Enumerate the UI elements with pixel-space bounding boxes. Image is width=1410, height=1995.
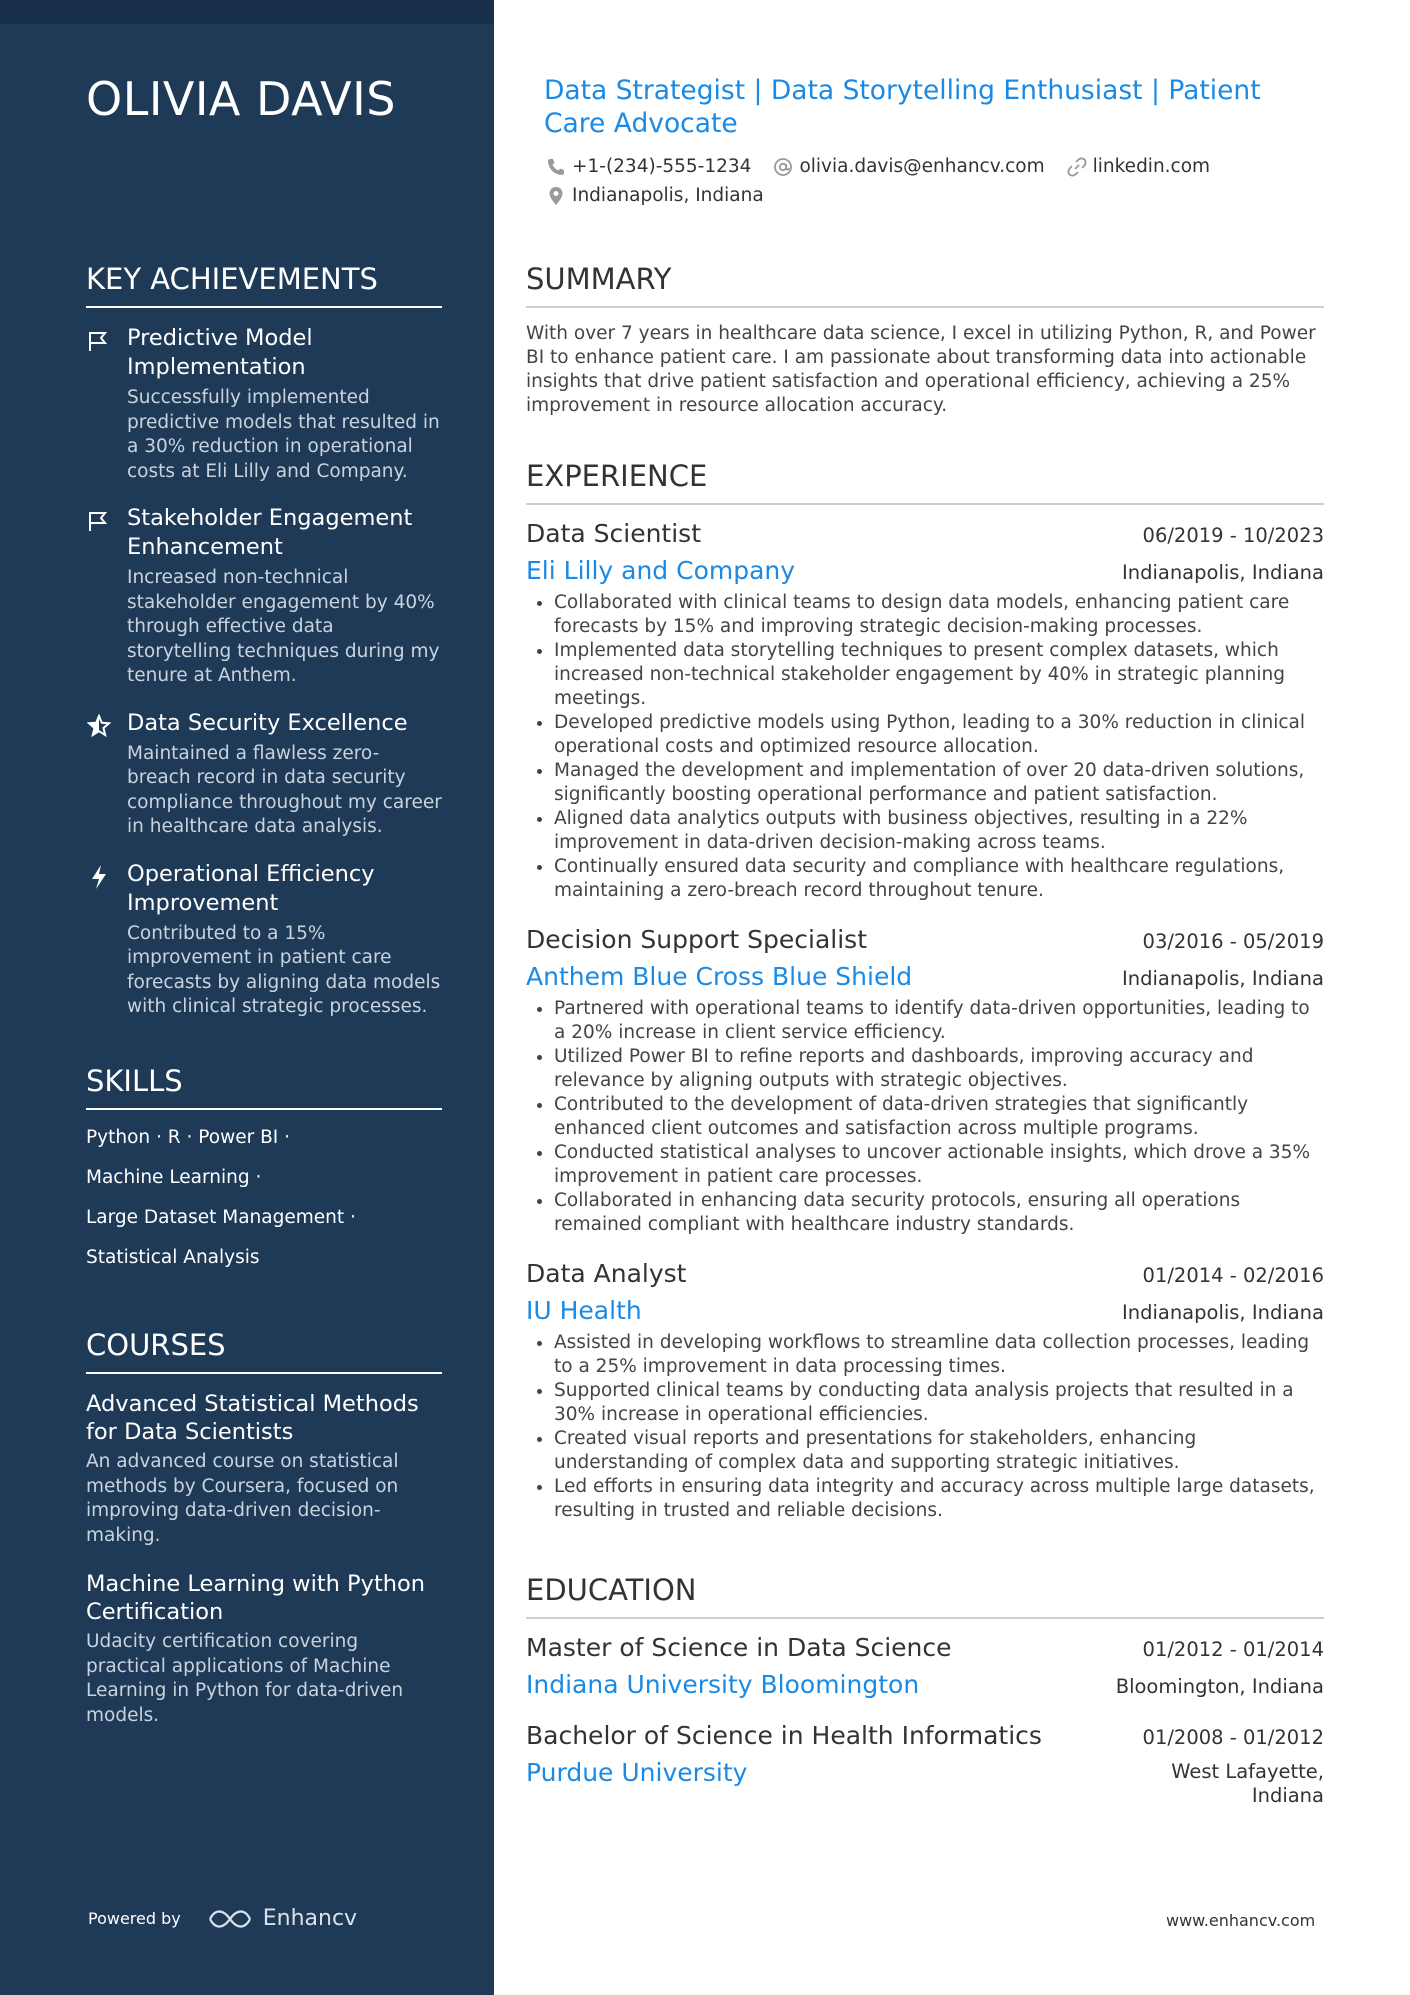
degree: Bachelor of Science in Health Informatics bbox=[526, 1721, 1042, 1750]
linkedin-link[interactable]: linkedin.com bbox=[1092, 156, 1211, 177]
job-location: Indianapolis, Indiana bbox=[1121, 1301, 1324, 1324]
skill-item: Python · R · Power BI · bbox=[86, 1127, 290, 1148]
achievement-item bbox=[86, 324, 442, 484]
job-bullet: • Developed predictive models using Python, leading to a 30% reduction in clinical operational costs and optimized resource allocation. bbox=[554, 711, 1324, 759]
brand-name: Enhancv bbox=[262, 1906, 358, 1931]
job-bullet: • Managed the development and implementation of over 20 data-driven solutions, significantly boosting operational performance and patient satisfaction. bbox=[554, 759, 1324, 807]
course-desc: An advanced course on statistical methods by Coursera, focused on improving data-driven decision-making. bbox=[86, 1451, 399, 1546]
job-location: Indianapolis, Indiana bbox=[1121, 967, 1324, 990]
footer-url[interactable]: www.enhancv.com bbox=[1166, 1911, 1316, 1930]
summary-section bbox=[526, 262, 1324, 418]
job-company: IU Health bbox=[526, 1296, 642, 1325]
course-title: Advanced Statistical Methods for Data Scientists bbox=[86, 1391, 419, 1445]
job-bullet: • Collaborated with clinical teams to design data models, enhancing patient care forecasts by 15% and improving strategic decision-making processes. bbox=[554, 591, 1324, 639]
powered-by bbox=[88, 1906, 357, 1931]
achievement-desc: Maintained a flawless zero-breach record in data security compliance throughout my career in healthcare data analysis. bbox=[127, 742, 442, 837]
job-company: Eli Lilly and Company bbox=[526, 556, 796, 585]
job-bullet: • Created visual reports and presentations for stakeholders, enhancing understanding of complex data and supporting strategic initiatives. bbox=[554, 1427, 1324, 1475]
job-dates: 01/2014 - 02/2016 bbox=[1142, 1264, 1324, 1287]
achievement-item bbox=[86, 504, 442, 689]
powered-by-label: Powered by bbox=[88, 1909, 181, 1928]
job-bullets bbox=[526, 997, 1324, 1237]
skill-item: Machine Learning · bbox=[86, 1167, 262, 1188]
link-icon bbox=[1067, 157, 1087, 177]
course-title: Machine Learning with Python Certification bbox=[86, 1571, 426, 1625]
achievement-title: Data Security Excellence bbox=[127, 709, 408, 736]
job-dates: 06/2019 - 10/2023 bbox=[1142, 524, 1324, 547]
flag-icon bbox=[86, 508, 112, 534]
location-pin-icon bbox=[546, 186, 566, 206]
courses-section bbox=[86, 1328, 442, 1750]
skill-item: Statistical Analysis bbox=[86, 1247, 260, 1268]
skill-item: Large Dataset Management · bbox=[86, 1207, 356, 1228]
phone-icon bbox=[546, 157, 566, 177]
location-text: Indianapolis, Indiana bbox=[572, 185, 764, 206]
experience-section bbox=[526, 459, 1324, 1545]
job-bullet: • Aligned data analytics outputs with business objectives, resulting in a 22% improvement in data-driven decision-making across teams. bbox=[554, 807, 1324, 855]
education-dates: 01/2012 - 01/2014 bbox=[1142, 1638, 1324, 1661]
experience-heading: EXPERIENCE bbox=[526, 459, 1324, 505]
job-bullet: • Collaborated in enhancing data security protocols, ensuring all operations remained compliant with healthcare industry standards. bbox=[554, 1189, 1324, 1237]
education-location: Bloomington, Indiana bbox=[1115, 1675, 1324, 1698]
email-address[interactable]: olivia.davis@enhancv.com bbox=[799, 156, 1045, 177]
location-contact bbox=[546, 185, 764, 206]
job-bullet: • Supported clinical teams by conducting data analysis projects that resulted in a 30% increase in operational efficiencies. bbox=[554, 1379, 1324, 1427]
email-contact bbox=[773, 156, 1044, 177]
education-section bbox=[526, 1573, 1324, 1830]
job-dates: 03/2016 - 05/2019 bbox=[1142, 930, 1324, 953]
key-achievements-heading: KEY ACHIEVEMENTS bbox=[86, 262, 442, 308]
linkedin-contact bbox=[1067, 156, 1210, 177]
star-icon bbox=[86, 713, 112, 739]
job-bullets bbox=[526, 1331, 1324, 1523]
education-location: West Lafayette, Indiana bbox=[1171, 1760, 1324, 1807]
achievement-desc: Contributed to a 15% improvement in patient care forecasts by aligning data models with clinical strategic processes. bbox=[127, 922, 441, 1017]
job-bullets bbox=[526, 591, 1324, 903]
phone-number[interactable]: +1-(234)-555-1234 bbox=[572, 156, 752, 177]
lightning-icon bbox=[86, 864, 112, 890]
job-bullet: • Led efforts in ensuring data integrity and accuracy across multiple large datasets, resulting in trusted and reliable decisions. bbox=[554, 1475, 1324, 1523]
job-bullet: • Conducted statistical analyses to uncover actionable insights, which drove a 35% improvement in patient care processes. bbox=[554, 1141, 1324, 1189]
headline: Data Strategist | Data Storytelling Enthusiast | Patient Care Advocate bbox=[544, 75, 1261, 139]
at-icon bbox=[773, 157, 793, 177]
job-entry bbox=[526, 519, 1324, 903]
degree: Master of Science in Data Science bbox=[526, 1633, 952, 1662]
achievement-desc: Successfully implemented predictive models that resulted in a 30% reduction in operational costs at Eli Lilly and Company. bbox=[127, 387, 440, 482]
job-bullet: • Partnered with operational teams to identify data-driven opportunities, leading to a 20% increase in client service efficiency. bbox=[554, 997, 1324, 1045]
phone-contact bbox=[546, 156, 751, 177]
sidebar-top-strip bbox=[0, 0, 494, 24]
enhancv-logo-icon bbox=[207, 1907, 253, 1931]
courses-heading: COURSES bbox=[86, 1328, 442, 1374]
job-bullet: • Continually ensured data security and compliance with healthcare regulations, maintaining a zero-breach record throughout tenure. bbox=[554, 855, 1324, 903]
summary-text: With over 7 years in healthcare data science, I excel in utilizing Python, R, and Power BI to enhance patient care. I am passionate about transforming data into actionable insights that drive patient satisfaction and operational efficiency, achieving a 25% improvement in resource allocation accuracy. bbox=[526, 323, 1316, 416]
education-dates: 01/2008 - 01/2012 bbox=[1142, 1726, 1324, 1749]
enhancv-logo bbox=[207, 1906, 357, 1931]
job-role: Decision Support Specialist bbox=[526, 925, 868, 954]
contact-info bbox=[546, 156, 1326, 214]
job-entry bbox=[526, 925, 1324, 1237]
skills-section bbox=[86, 1064, 442, 1286]
school: Purdue University bbox=[526, 1758, 748, 1787]
education-entry bbox=[526, 1633, 1324, 1699]
job-company: Anthem Blue Cross Blue Shield bbox=[526, 962, 913, 991]
job-role: Data Scientist bbox=[526, 519, 701, 548]
education-entry bbox=[526, 1721, 1324, 1808]
skills-heading: SKILLS bbox=[86, 1064, 442, 1110]
job-location: Indianapolis, Indiana bbox=[1121, 561, 1324, 584]
job-bullet: • Implemented data storytelling techniques to present complex datasets, which increased non-technical stakeholder engagement by 40% in strategic planning meetings. bbox=[554, 639, 1324, 711]
job-bullet: • Contributed to the development of data-driven strategies that significantly enhanced client outcomes and satisfaction across multiple programs. bbox=[554, 1093, 1324, 1141]
achievement-title: Operational Efficiency Improvement bbox=[127, 860, 375, 916]
candidate-name: OLIVIA DAVIS bbox=[86, 72, 396, 126]
summary-heading: SUMMARY bbox=[526, 262, 1324, 308]
achievement-item bbox=[86, 709, 442, 840]
school: Indiana University Bloomington bbox=[526, 1670, 920, 1699]
achievement-desc: Increased non-technical stakeholder engagement by 40% through effective data storytelling techniques during my tenure at Anthem. bbox=[127, 567, 440, 686]
flag-icon bbox=[86, 328, 112, 354]
job-entry bbox=[526, 1259, 1324, 1523]
achievement-title: Stakeholder Engagement Enhancement bbox=[127, 505, 413, 560]
education-heading: EDUCATION bbox=[526, 1573, 1324, 1619]
achievement-title: Predictive Model Implementation bbox=[127, 325, 313, 380]
job-bullet: • Utilized Power BI to refine reports and dashboards, improving accuracy and relevance by aligning outputs with strategic objectives. bbox=[554, 1045, 1324, 1093]
achievement-item bbox=[86, 860, 442, 1020]
course-desc: Udacity certification covering practical applications of Machine Learning in Python for data-driven models. bbox=[86, 1631, 404, 1726]
sidebar bbox=[0, 0, 494, 1995]
job-role: Data Analyst bbox=[526, 1259, 687, 1288]
key-achievements-section bbox=[86, 262, 442, 1040]
job-bullet: • Assisted in developing workflows to streamline data collection processes, leading to a 25% improvement in data processing times. bbox=[554, 1331, 1324, 1379]
